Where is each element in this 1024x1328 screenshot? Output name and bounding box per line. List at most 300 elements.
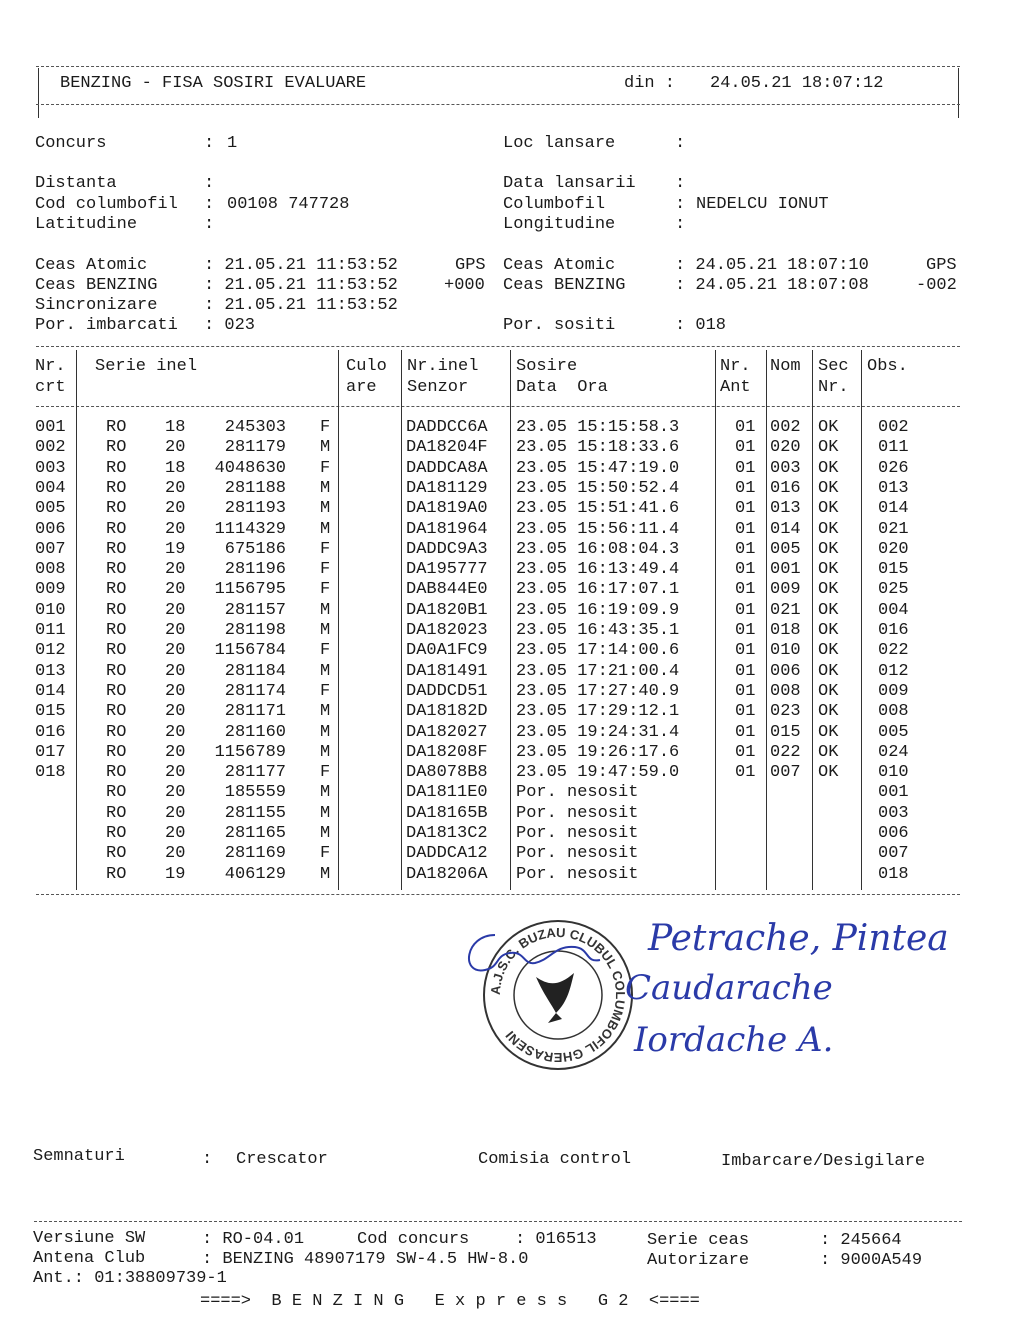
- row-nom: 006: [770, 661, 801, 681]
- table-row: [0, 743, 1024, 763]
- clock-left-value: : 21.05.21 11:53:52: [204, 256, 398, 275]
- row-sensor: DA1819A0: [406, 499, 488, 519]
- footer-semnaturi-sep: :: [202, 1150, 213, 1169]
- row-year: 20: [165, 641, 186, 661]
- row-sensor: DA182023: [406, 621, 488, 640]
- row-year: 20: [165, 438, 186, 458]
- row-year: 20: [165, 499, 186, 519]
- table-row: [0, 459, 1024, 479]
- row-year: 20: [165, 722, 186, 742]
- footer-cod-value: : 016513: [515, 1230, 597, 1249]
- row-obs: 025: [878, 580, 909, 600]
- row-antenna: 01: [735, 519, 756, 539]
- dove-tail-icon: [548, 1013, 562, 1023]
- info-label-data-lansarii: Data lansarii: [503, 174, 636, 193]
- info-sep: :: [675, 174, 686, 193]
- row-nom: 008: [770, 681, 801, 701]
- row-year: 18: [165, 458, 186, 478]
- row-obs: 005: [878, 722, 909, 742]
- row-sex: M: [320, 621, 331, 640]
- row-arrival: Por. nesosit: [516, 803, 639, 823]
- table-row: [0, 520, 1024, 540]
- info-value-concurs: 1: [227, 134, 238, 153]
- row-sensor: DADDCA8A: [406, 458, 488, 478]
- row-antenna: 01: [735, 641, 756, 661]
- row-sensor: DA18206A: [406, 864, 488, 884]
- row-obs: 018: [878, 864, 909, 884]
- footer-serie-value: : 245664: [820, 1231, 902, 1250]
- row-nom: 014: [770, 519, 801, 539]
- header-border-bottom: [36, 104, 960, 105]
- col-header-are: are: [346, 378, 377, 397]
- footer-imbarcare: Imbarcare/Desigilare: [721, 1152, 926, 1171]
- table-row: [0, 804, 1024, 824]
- row-obs: 003: [878, 803, 909, 823]
- clock-right-value: : 24.05.21 18:07:10: [675, 256, 869, 275]
- clock-left-label: Ceas BENZING: [35, 276, 158, 295]
- row-sensor: DA1811E0: [406, 783, 488, 803]
- row-nom: 016: [770, 478, 801, 498]
- row-sec: OK: [818, 560, 839, 580]
- clock-left-label: Por. imbarcati: [35, 316, 178, 335]
- row-country: RO: [106, 560, 127, 580]
- row-country: RO: [106, 844, 127, 864]
- row-ring-number: 675186: [224, 539, 286, 559]
- row-sex: F: [320, 763, 331, 783]
- row-ring-number: 281193: [224, 499, 286, 519]
- signature-line-1: Petrache, Pintea: [648, 918, 949, 959]
- col-header-culoare: Culo: [346, 357, 387, 376]
- row-obs: 007: [878, 844, 909, 864]
- table-row: [0, 540, 1024, 560]
- header-border-right: [958, 68, 959, 118]
- row-nom: 010: [770, 641, 801, 661]
- row-year: 20: [165, 844, 186, 864]
- table-row: [0, 499, 1024, 519]
- row-ring-number: 281184: [224, 661, 286, 681]
- row-sec: OK: [818, 539, 839, 559]
- row-antenna: 01: [735, 580, 756, 600]
- row-country: RO: [106, 824, 127, 843]
- row-nom: 018: [770, 621, 801, 640]
- row-sec: OK: [818, 478, 839, 498]
- row-sex: F: [320, 844, 331, 864]
- header-date-label: din :: [624, 74, 676, 93]
- info-value-cod-columbofil: 00108 747728: [227, 195, 350, 214]
- table-row: [0, 418, 1024, 438]
- row-antenna: 01: [735, 742, 756, 762]
- row-year: 20: [165, 763, 186, 783]
- row-sensor: DA181964: [406, 519, 488, 539]
- clock-left-extra: GPS: [455, 256, 486, 275]
- clock-right-value: : 018: [675, 316, 727, 335]
- row-ring-number: 281165: [224, 824, 286, 843]
- row-sex: F: [320, 641, 331, 661]
- row-antenna: 01: [735, 702, 756, 722]
- row-nom: 021: [770, 600, 801, 620]
- footer-antena-label: Antena Club: [33, 1249, 146, 1268]
- row-antenna: 01: [735, 621, 756, 640]
- row-sec: OK: [818, 641, 839, 661]
- row-crt: 009: [35, 580, 66, 600]
- row-crt: 006: [35, 519, 66, 539]
- row-sex: F: [320, 539, 331, 559]
- row-ring-number: 1156784: [214, 641, 286, 661]
- clock-right-extra: GPS: [926, 256, 957, 275]
- clock-left-label: Sincronizare: [35, 296, 158, 315]
- row-sex: M: [320, 499, 331, 519]
- row-ring-number: 185559: [224, 783, 286, 803]
- row-antenna: 01: [735, 661, 756, 681]
- row-arrival: 23.05 16:13:49.4: [516, 560, 680, 580]
- row-sex: M: [320, 702, 331, 722]
- row-year: 20: [165, 702, 186, 722]
- row-arrival: 23.05 15:51:41.6: [516, 499, 680, 519]
- clock-left-value: : 023: [204, 316, 256, 335]
- info-label-latitudine: Latitudine: [35, 215, 138, 234]
- row-crt: 002: [35, 438, 66, 458]
- row-obs: 002: [878, 418, 909, 437]
- row-sensor: DA182027: [406, 722, 488, 742]
- row-arrival: 23.05 17:14:00.6: [516, 641, 680, 661]
- row-ring-number: 281160: [224, 722, 286, 742]
- table-row: [0, 865, 1024, 885]
- row-country: RO: [106, 580, 127, 600]
- row-year: 20: [165, 661, 186, 681]
- clock-left-extra: +000: [444, 276, 485, 295]
- header-border-left: [38, 68, 39, 118]
- row-sec: OK: [818, 621, 839, 640]
- row-arrival: Por. nesosit: [516, 824, 639, 843]
- table-row: [0, 580, 1024, 600]
- row-sec: OK: [818, 418, 839, 437]
- footer-comisia: Comisia control: [478, 1150, 632, 1169]
- row-crt: 014: [35, 681, 66, 701]
- row-obs: 006: [878, 824, 909, 843]
- info-sep: :: [675, 195, 686, 214]
- row-obs: 013: [878, 478, 909, 498]
- row-ring-number: 4048630: [214, 458, 286, 478]
- row-crt: 017: [35, 742, 66, 762]
- row-sex: M: [320, 864, 331, 884]
- row-sec: OK: [818, 681, 839, 701]
- row-obs: 012: [878, 661, 909, 681]
- col-header-serie: Serie inel: [95, 357, 198, 376]
- row-sensor: DAB844E0: [406, 580, 488, 600]
- info-label-longitudine: Longitudine: [503, 215, 616, 234]
- row-country: RO: [106, 783, 127, 803]
- info-sep: :: [204, 134, 215, 153]
- row-arrival: 23.05 15:15:58.3: [516, 418, 680, 437]
- row-antenna: 01: [735, 600, 756, 620]
- table-header-border: [36, 406, 960, 407]
- row-sex: M: [320, 478, 331, 498]
- row-crt: 007: [35, 539, 66, 559]
- row-country: RO: [106, 478, 127, 498]
- clock-right-value: : 24.05.21 18:07:08: [675, 276, 869, 295]
- footer-serie-label: Serie ceas: [647, 1231, 750, 1250]
- footer-versiune-label: Versiune SW: [33, 1229, 146, 1248]
- row-year: 20: [165, 580, 186, 600]
- col-header-data-ora: Data Ora: [516, 378, 608, 397]
- col-header-secnr: Nr.: [818, 378, 849, 397]
- page-title: BENZING - FISA SOSIRI EVALUARE: [60, 74, 367, 93]
- row-year: 20: [165, 478, 186, 498]
- row-antenna: 01: [735, 458, 756, 478]
- row-sensor: DA195777: [406, 560, 488, 580]
- row-crt: 005: [35, 499, 66, 519]
- row-sensor: DA181129: [406, 478, 488, 498]
- row-sensor: DADDCA12: [406, 844, 488, 864]
- row-obs: 004: [878, 600, 909, 620]
- row-ring-number: 281179: [224, 438, 286, 458]
- row-country: RO: [106, 722, 127, 742]
- col-header-nrinel: Nr.inel: [407, 357, 479, 376]
- col-header-nom: Nom: [770, 357, 801, 376]
- row-crt: 018: [35, 763, 66, 783]
- row-country: RO: [106, 864, 127, 884]
- row-sensor: DA8078B8: [406, 763, 488, 783]
- row-obs: 022: [878, 641, 909, 661]
- footer-cod-label: Cod concurs: [357, 1230, 470, 1249]
- row-ring-number: 281174: [224, 681, 286, 701]
- table-row: [0, 560, 1024, 580]
- row-country: RO: [106, 458, 127, 478]
- row-obs: 024: [878, 742, 909, 762]
- table-border-top: [36, 346, 960, 347]
- row-sec: OK: [818, 600, 839, 620]
- table-row: [0, 723, 1024, 743]
- clock-right-extra: -002: [916, 276, 957, 295]
- col-header-ant: Ant: [720, 378, 751, 397]
- row-arrival: 23.05 15:18:33.6: [516, 438, 680, 458]
- row-arrival: 23.05 17:21:00.4: [516, 661, 680, 681]
- row-country: RO: [106, 600, 127, 620]
- info-sep: :: [675, 134, 686, 153]
- col-header-crt: crt: [35, 378, 66, 397]
- footer-brand-line: ====> B E N Z I N G E x p r e s s G 2 <====: [200, 1292, 700, 1311]
- signature-line-3: Iordache A.: [634, 1020, 834, 1060]
- footer-versiune-value: : RO-04.01: [202, 1230, 305, 1249]
- row-nom: 003: [770, 458, 801, 478]
- row-antenna: 01: [735, 418, 756, 437]
- row-arrival: 23.05 15:47:19.0: [516, 458, 680, 478]
- row-obs: 008: [878, 702, 909, 722]
- footer-autor-value: : 9000A549: [820, 1251, 923, 1270]
- row-arrival: 23.05 17:27:40.9: [516, 681, 680, 701]
- row-obs: 014: [878, 499, 909, 519]
- row-sec: OK: [818, 722, 839, 742]
- row-nom: 009: [770, 580, 801, 600]
- row-crt: 003: [35, 458, 66, 478]
- footer-semnaturi-label: Semnaturi: [33, 1147, 125, 1166]
- row-arrival: 23.05 16:08:04.3: [516, 539, 680, 559]
- row-sex: F: [320, 580, 331, 600]
- row-crt: 011: [35, 621, 66, 640]
- info-label-loc-lansare: Loc lansare: [503, 134, 616, 153]
- info-sep: :: [204, 174, 215, 193]
- col-header-sec: Sec: [818, 357, 849, 376]
- row-obs: 009: [878, 681, 909, 701]
- row-year: 20: [165, 600, 186, 620]
- row-year: 20: [165, 621, 186, 640]
- row-obs: 016: [878, 621, 909, 640]
- col-header-nrant: Nr.: [720, 357, 751, 376]
- row-arrival: 23.05 15:56:11.4: [516, 519, 680, 539]
- clock-right-label: Por. sositi: [503, 316, 616, 335]
- row-antenna: 01: [735, 499, 756, 519]
- table-row: [0, 702, 1024, 722]
- row-crt: 013: [35, 661, 66, 681]
- row-ring-number: 281188: [224, 478, 286, 498]
- row-country: RO: [106, 803, 127, 823]
- row-sec: OK: [818, 458, 839, 478]
- table-row: [0, 824, 1024, 844]
- clock-left-value: : 21.05.21 11:53:52: [204, 296, 398, 315]
- row-ring-number: 281155: [224, 803, 286, 823]
- table-row: [0, 783, 1024, 803]
- row-sec: OK: [818, 580, 839, 600]
- info-label-distanta: Distanta: [35, 174, 117, 193]
- row-antenna: 01: [735, 539, 756, 559]
- row-ring-number: 1114329: [214, 519, 286, 539]
- row-country: RO: [106, 702, 127, 722]
- row-year: 20: [165, 681, 186, 701]
- row-antenna: 01: [735, 681, 756, 701]
- row-sec: OK: [818, 702, 839, 722]
- row-sensor: DA18208F: [406, 742, 488, 762]
- table-row: [0, 662, 1024, 682]
- footer-autor-label: Autorizare: [647, 1251, 750, 1270]
- row-nom: 005: [770, 539, 801, 559]
- row-crt: 001: [35, 418, 66, 437]
- row-nom: 015: [770, 722, 801, 742]
- row-country: RO: [106, 539, 127, 559]
- info-label-cod-columbofil: Cod columbofil: [35, 195, 178, 214]
- info-value-columbofil: NEDELCU IONUT: [696, 195, 829, 214]
- info-label-concurs: Concurs: [35, 134, 107, 153]
- row-ring-number: 281169: [224, 844, 286, 864]
- row-arrival: 23.05 17:29:12.1: [516, 702, 680, 722]
- footer-ant-line: Ant.: 01:38809739-1: [33, 1269, 227, 1288]
- row-sex: M: [320, 803, 331, 823]
- row-sex: F: [320, 458, 331, 478]
- row-arrival: 23.05 16:17:07.1: [516, 580, 680, 600]
- clock-left-value: : 21.05.21 11:53:52: [204, 276, 398, 295]
- row-year: 20: [165, 742, 186, 762]
- row-sex: M: [320, 722, 331, 742]
- row-ring-number: 1156789: [214, 742, 286, 762]
- row-crt: 010: [35, 600, 66, 620]
- row-obs: 010: [878, 763, 909, 783]
- row-arrival: 23.05 19:47:59.0: [516, 763, 680, 783]
- row-country: RO: [106, 681, 127, 701]
- row-year: 19: [165, 539, 186, 559]
- col-header-nr: Nr.: [35, 357, 66, 376]
- row-sensor: DA0A1FC9: [406, 641, 488, 661]
- row-crt: 004: [35, 478, 66, 498]
- col-header-sosire: Sosire: [516, 357, 578, 376]
- row-nom: 013: [770, 499, 801, 519]
- clock-right-label: Ceas BENZING: [503, 276, 626, 295]
- footer-antena-value: : BENZING 48907179 SW-4.5 HW-8.0: [202, 1250, 529, 1269]
- row-antenna: 01: [735, 438, 756, 458]
- row-nom: 007: [770, 763, 801, 783]
- row-sec: OK: [818, 661, 839, 681]
- table-row: [0, 438, 1024, 458]
- row-obs: 020: [878, 539, 909, 559]
- table-row: [0, 641, 1024, 661]
- row-country: RO: [106, 763, 127, 783]
- row-nom: 002: [770, 418, 801, 437]
- row-crt: 016: [35, 722, 66, 742]
- row-antenna: 01: [735, 478, 756, 498]
- row-country: RO: [106, 742, 127, 762]
- col-header-senzor: Senzor: [407, 378, 469, 397]
- row-sec: OK: [818, 438, 839, 458]
- footer-divider: [34, 1221, 962, 1222]
- info-sep: :: [204, 215, 215, 234]
- row-arrival: Por. nesosit: [516, 844, 639, 864]
- row-sex: M: [320, 438, 331, 458]
- col-header-obs: Obs.: [867, 357, 908, 376]
- row-ring-number: 245303: [224, 418, 286, 437]
- row-arrival: 23.05 19:26:17.6: [516, 742, 680, 762]
- row-sex: M: [320, 742, 331, 762]
- row-arrival: 23.05 19:24:31.4: [516, 722, 680, 742]
- row-year: 19: [165, 864, 186, 884]
- row-ring-number: 406129: [224, 864, 286, 884]
- row-sensor: DA1820B1: [406, 600, 488, 620]
- row-sensor: DA18165B: [406, 803, 488, 823]
- header-border-top: [36, 66, 960, 67]
- row-country: RO: [106, 438, 127, 458]
- table-row: [0, 844, 1024, 864]
- header-date-value: 24.05.21 18:07:12: [710, 74, 884, 93]
- row-obs: 026: [878, 458, 909, 478]
- row-sec: OK: [818, 499, 839, 519]
- row-nom: 022: [770, 742, 801, 762]
- row-ring-number: 281198: [224, 621, 286, 640]
- row-country: RO: [106, 519, 127, 539]
- row-sex: M: [320, 783, 331, 803]
- row-ring-number: 281171: [224, 702, 286, 722]
- row-antenna: 01: [735, 763, 756, 783]
- clock-right-label: Ceas Atomic: [503, 256, 616, 275]
- row-arrival: 23.05 15:50:52.4: [516, 478, 680, 498]
- footer-crescator: Crescator: [236, 1150, 328, 1169]
- signature-line-2: Caudarache: [625, 968, 833, 1008]
- row-sex: M: [320, 519, 331, 539]
- row-nom: 001: [770, 560, 801, 580]
- row-sensor: DADDCC6A: [406, 418, 488, 437]
- row-year: 20: [165, 519, 186, 539]
- row-sex: F: [320, 681, 331, 701]
- row-sensor: DA18204F: [406, 438, 488, 458]
- row-sensor: DA181491: [406, 661, 488, 681]
- row-obs: 021: [878, 519, 909, 539]
- row-arrival: Por. nesosit: [516, 864, 639, 884]
- row-sensor: DA18182D: [406, 702, 488, 722]
- row-sex: F: [320, 418, 331, 437]
- row-crt: 012: [35, 641, 66, 661]
- row-nom: 020: [770, 438, 801, 458]
- table-row: [0, 601, 1024, 621]
- row-arrival: 23.05 16:19:09.9: [516, 600, 680, 620]
- table-row: [0, 763, 1024, 783]
- stamp-ring-text: A.J.S.C. BUZAU CLUBUL COLUMBOFIL GHERASENI: [487, 924, 629, 1066]
- table-row: [0, 682, 1024, 702]
